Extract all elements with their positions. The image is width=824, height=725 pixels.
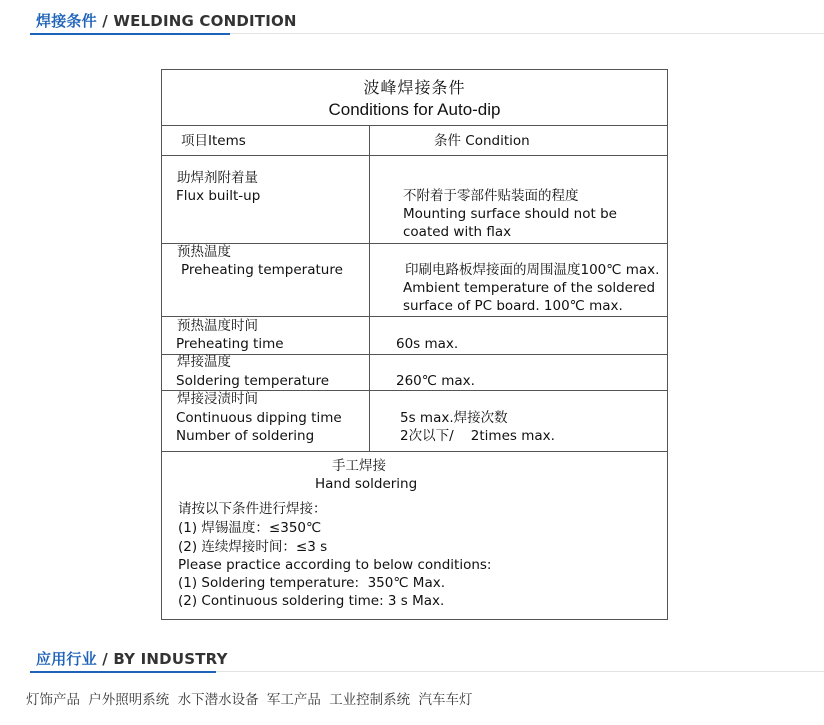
section-underline-accent [30, 671, 216, 673]
row-item-en: Flux built-up [176, 188, 261, 204]
table-title-en: Conditions for Auto-dip [328, 100, 501, 119]
hand-line: (1) Soldering temperature: 350℃ Max. [178, 575, 445, 591]
industry-section-title [36, 648, 228, 669]
row-item-en: Soldering temperature [176, 373, 330, 389]
hand-line: (1) 焊锡温度：≤350℃ [178, 520, 322, 536]
table-rule [162, 243, 667, 244]
row-condition: 260℃ max. [396, 373, 475, 389]
title-separator: / [96, 650, 114, 668]
row-item-en: Preheating temperature [181, 262, 343, 278]
industry-link[interactable]: 军工产品 [266, 692, 321, 708]
hand-line: Please practice according to below conditions: [178, 557, 492, 573]
title-separator: / [96, 12, 114, 30]
hand-title-en: Hand soldering [315, 476, 418, 492]
section-underline-accent [30, 33, 230, 35]
welding-section-title [36, 10, 297, 31]
row-item-en: Number of soldering [176, 428, 315, 444]
row-item-cn: 助焊剂附着量 [177, 170, 258, 186]
industry-title-cn: 应用行业 [36, 650, 97, 668]
conditions-table [161, 69, 668, 620]
row-condition: coated with flax [403, 224, 512, 240]
hand-line: (2) 连续焊接时间：≤3 s [178, 539, 328, 555]
industry-link[interactable]: 灯饰产品 [26, 692, 80, 708]
row-item-en: Preheating time [176, 336, 284, 352]
row-item-cn: 焊接温度 [177, 354, 231, 370]
row-item-cn: 预热温度时间 [177, 318, 258, 334]
row-item-cn: 焊接浸渍时间 [177, 391, 258, 407]
row-condition: 印刷电路板焊接面的周围温度100℃ max. [405, 262, 660, 278]
industry-link[interactable]: 户外照明系统 [88, 692, 170, 708]
hand-line: 请按以下条件进行焊接： [178, 501, 327, 517]
welding-title-cn: 焊接条件 [36, 12, 97, 30]
section-divider [230, 33, 824, 34]
row-condition: 2次以下/ 2times max. [400, 428, 555, 444]
row-condition: 不附着于零部件贴装面的程度 [403, 188, 579, 204]
industry-title-en: BY INDUSTRY [113, 650, 228, 668]
industry-link[interactable]: 水下潜水设备 [177, 692, 259, 708]
welding-title-en: WELDING CONDITION [113, 12, 297, 30]
row-condition: 5s max.焊接次数 [400, 410, 508, 426]
hand-title-cn: 手工焊接 [332, 458, 386, 474]
section-divider [216, 671, 824, 672]
table-rule [162, 125, 667, 126]
table-rule [162, 155, 667, 156]
header-condition: 条件 Condition [434, 133, 530, 149]
row-condition: 60s max. [396, 336, 459, 352]
industry-link[interactable]: 工业控制系统 [329, 692, 411, 708]
row-condition: Mounting surface should not be [403, 206, 617, 222]
hand-line: (2) Continuous soldering time: 3 s Max. [178, 593, 445, 609]
industry-list [26, 688, 476, 708]
table-column-divider [369, 125, 370, 452]
table-rule [162, 354, 667, 355]
welding-section-header [0, 10, 824, 36]
row-item-en: Continuous dipping time [176, 410, 342, 426]
row-item-cn: 预热温度 [177, 244, 231, 260]
header-items: 项目Items [181, 133, 246, 149]
industry-link[interactable]: 汽车车灯 [418, 692, 473, 708]
table-title-cn: 波峰焊接条件 [363, 78, 466, 97]
row-condition: Ambient temperature of the soldered [403, 280, 656, 296]
industry-section-header [0, 648, 824, 674]
row-condition: surface of PC board. 100℃ max. [403, 298, 623, 314]
table-rule [162, 451, 667, 452]
